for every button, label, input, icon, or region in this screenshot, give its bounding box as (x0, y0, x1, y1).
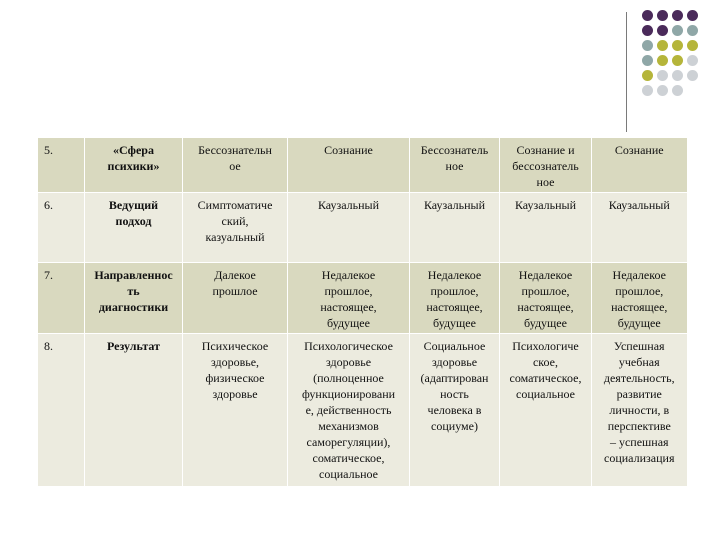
table-cell: Недалекое прошлое, настоящее, будущее (288, 263, 410, 334)
decorative-dot (657, 10, 668, 21)
row-number: 5. (38, 138, 85, 193)
table-cell: Сознание (288, 138, 410, 193)
table-cell: Симптоматиче ский, казуальный (183, 193, 288, 263)
table-row-6 (38, 193, 687, 263)
table-cell: Успешная учебная деятельность, развитие личности, в перспективе – успешная социализация (592, 334, 687, 486)
decorative-dot (687, 10, 698, 21)
table-row-7 (38, 263, 687, 334)
decorative-dot (657, 25, 668, 36)
decorative-dot (657, 70, 668, 81)
table-cell: Сознание и бессознатель ное (500, 138, 592, 193)
decorative-vertical-line (626, 12, 627, 132)
row-label: Ведущий подход (85, 193, 183, 263)
decorative-dot (657, 55, 668, 66)
table-cell: Психологиче ское, соматическое, социальное (500, 334, 592, 486)
decorative-dot (687, 55, 698, 66)
row-label: Направленнос ть диагностики (85, 263, 183, 334)
decorative-dot (657, 85, 668, 96)
table-cell: Каузальный (592, 193, 687, 263)
decorative-dot (642, 85, 653, 96)
table-cell: Каузальный (500, 193, 592, 263)
row-label: Результат (85, 334, 183, 486)
table-cell: Каузальный (410, 193, 500, 263)
row-number: 7. (38, 263, 85, 334)
decorative-dot (642, 55, 653, 66)
table-cell: Сознание (592, 138, 687, 193)
row-label: «Сфера психики» (85, 138, 183, 193)
decorative-dot (642, 40, 653, 51)
decorative-dot (672, 85, 683, 96)
table-cell: Недалекое прошлое, настоящее, будущее (592, 263, 687, 334)
table-cell: Каузальный (288, 193, 410, 263)
table-cell: Недалекое прошлое, настоящее, будущее (500, 263, 592, 334)
table-cell: Психическое здоровье, физическое здоровье (183, 334, 288, 486)
table-cell: Психологическое здоровье (полноценное функционировани е, действенность механизмов саморегуляции), соматическое, социальное (288, 334, 410, 486)
decorative-dot (672, 10, 683, 21)
decorative-dot (687, 70, 698, 81)
decorative-dot (672, 40, 683, 51)
row-number: 6. (38, 193, 85, 263)
table-cell: Бессознатель ное (410, 138, 500, 193)
decorative-dot (642, 70, 653, 81)
decorative-dot (657, 40, 668, 51)
table-cell: Далекое прошлое (183, 263, 288, 334)
table-row-5 (38, 138, 687, 193)
decorative-dot (687, 40, 698, 51)
table-cell: Бессознательн ое (183, 138, 288, 193)
table-cell: Социальное здоровье (адаптирован ность человека в социуме) (410, 334, 500, 486)
decorative-dot (672, 70, 683, 81)
row-number: 8. (38, 334, 85, 486)
table-cell: Недалекое прошлое, настоящее, будущее (410, 263, 500, 334)
decorative-dot (672, 25, 683, 36)
decorative-dot (687, 25, 698, 36)
decorative-dot (672, 55, 683, 66)
decorative-dot (642, 10, 653, 21)
table-row-8 (38, 334, 687, 486)
comparison-table (37, 137, 687, 486)
decorative-dot (642, 25, 653, 36)
